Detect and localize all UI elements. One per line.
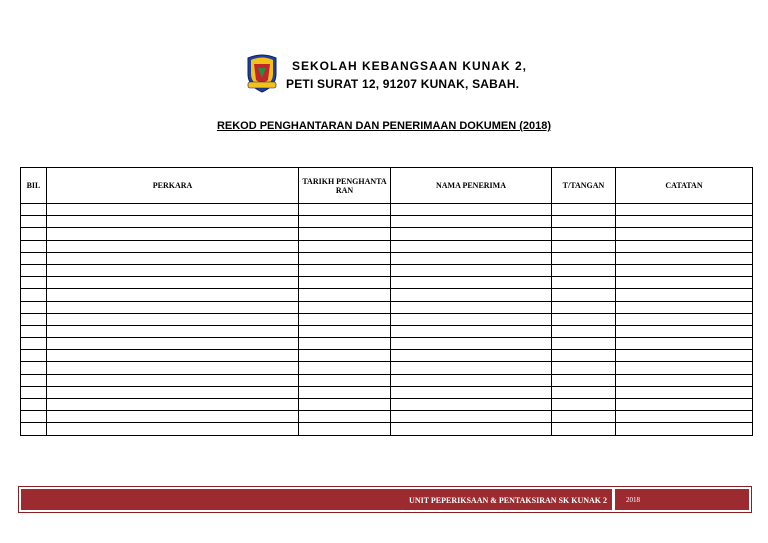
table-cell[interactable] xyxy=(21,362,47,374)
table-row xyxy=(21,264,753,276)
table-cell[interactable] xyxy=(47,386,299,398)
table-cell[interactable] xyxy=(299,350,391,362)
table-cell[interactable] xyxy=(47,411,299,423)
table-cell[interactable] xyxy=(391,411,552,423)
table-cell[interactable] xyxy=(616,399,753,411)
table-row xyxy=(21,338,753,350)
footer-divider xyxy=(612,489,615,510)
table-cell[interactable] xyxy=(552,350,616,362)
table-cell[interactable] xyxy=(552,411,616,423)
table-row xyxy=(21,350,753,362)
table-cell[interactable] xyxy=(47,325,299,337)
table-cell[interactable] xyxy=(391,338,552,350)
table-cell[interactable] xyxy=(299,362,391,374)
table-cell[interactable] xyxy=(616,411,753,423)
table-row xyxy=(21,289,753,301)
column-header-tarikh: TARIKH PENGHANTARAN xyxy=(299,168,391,204)
table-cell[interactable] xyxy=(21,240,47,252)
table-cell[interactable] xyxy=(616,374,753,386)
table-row xyxy=(21,301,753,313)
table-cell[interactable] xyxy=(616,240,753,252)
table-cell[interactable] xyxy=(552,362,616,374)
table-cell[interactable] xyxy=(391,313,552,325)
table-cell[interactable] xyxy=(47,252,299,264)
table-cell[interactable] xyxy=(299,252,391,264)
table-row xyxy=(21,228,753,240)
table-cell[interactable] xyxy=(47,338,299,350)
table-cell[interactable] xyxy=(552,313,616,325)
table-row xyxy=(21,399,753,411)
table-cell[interactable] xyxy=(391,228,552,240)
table-row xyxy=(21,216,753,228)
table-cell[interactable] xyxy=(552,423,616,435)
table-cell[interactable] xyxy=(21,277,47,289)
table-cell[interactable] xyxy=(299,325,391,337)
table-cell[interactable] xyxy=(552,386,616,398)
table-cell[interactable] xyxy=(552,338,616,350)
table-cell[interactable] xyxy=(299,301,391,313)
table-cell[interactable] xyxy=(21,264,47,276)
table-row xyxy=(21,204,753,216)
table-cell[interactable] xyxy=(552,374,616,386)
table-cell[interactable] xyxy=(299,277,391,289)
table-cell[interactable] xyxy=(299,289,391,301)
table-cell[interactable] xyxy=(47,399,299,411)
table-cell[interactable] xyxy=(616,277,753,289)
footer-year: 2018 xyxy=(626,496,640,504)
table-cell[interactable] xyxy=(552,264,616,276)
table-cell[interactable] xyxy=(21,325,47,337)
table-cell[interactable] xyxy=(299,204,391,216)
table-cell[interactable] xyxy=(391,423,552,435)
table-cell[interactable] xyxy=(299,216,391,228)
table-cell[interactable] xyxy=(616,228,753,240)
record-table xyxy=(20,167,753,436)
table-cell[interactable] xyxy=(47,350,299,362)
table-cell[interactable] xyxy=(47,216,299,228)
table-cell[interactable] xyxy=(299,399,391,411)
table-cell[interactable] xyxy=(616,289,753,301)
table-cell[interactable] xyxy=(391,240,552,252)
table-cell[interactable] xyxy=(391,362,552,374)
table-row xyxy=(21,313,753,325)
table-row xyxy=(21,423,753,435)
school-address: PETI SURAT 12, 91207 KUNAK, SABAH. xyxy=(286,77,520,91)
table-row xyxy=(21,325,753,337)
table-row xyxy=(21,411,753,423)
column-header-bil: BIL xyxy=(21,168,47,204)
table-cell[interactable] xyxy=(299,411,391,423)
table-cell[interactable] xyxy=(21,289,47,301)
table-cell[interactable] xyxy=(616,350,753,362)
table-cell[interactable] xyxy=(21,386,47,398)
table-cell[interactable] xyxy=(391,216,552,228)
table-cell[interactable] xyxy=(47,313,299,325)
table-cell[interactable] xyxy=(47,204,299,216)
table-cell[interactable] xyxy=(21,216,47,228)
table-cell[interactable] xyxy=(616,264,753,276)
table-cell[interactable] xyxy=(299,240,391,252)
column-header-catatan: CATATAN xyxy=(616,168,753,204)
table-cell[interactable] xyxy=(391,277,552,289)
table-row xyxy=(21,386,753,398)
table-cell[interactable] xyxy=(552,399,616,411)
table-row xyxy=(21,240,753,252)
table-cell[interactable] xyxy=(21,301,47,313)
table-cell[interactable] xyxy=(391,374,552,386)
table-cell[interactable] xyxy=(21,338,47,350)
table-cell[interactable] xyxy=(391,325,552,337)
table-row xyxy=(21,252,753,264)
table-cell[interactable] xyxy=(616,301,753,313)
table-cell[interactable] xyxy=(47,374,299,386)
table-cell[interactable] xyxy=(552,325,616,337)
column-header-perkara: PERKARA xyxy=(47,168,299,204)
table-cell[interactable] xyxy=(552,252,616,264)
column-header-nama-penerima: NAMA PENERIMA xyxy=(391,168,552,204)
table-cell[interactable] xyxy=(616,313,753,325)
table-cell[interactable] xyxy=(21,374,47,386)
table-cell[interactable] xyxy=(552,216,616,228)
table-cell[interactable] xyxy=(552,301,616,313)
table-cell[interactable] xyxy=(391,204,552,216)
footer-unit-label: UNIT PEPERIKSAAN & PENTAKSIRAN SK KUNAK 2 xyxy=(409,496,607,505)
table-cell[interactable] xyxy=(552,204,616,216)
table-cell[interactable] xyxy=(47,423,299,435)
table-cell[interactable] xyxy=(47,240,299,252)
school-header xyxy=(0,52,768,96)
table-cell[interactable] xyxy=(47,289,299,301)
table-cell[interactable] xyxy=(391,399,552,411)
table-cell[interactable] xyxy=(299,313,391,325)
table-cell[interactable] xyxy=(299,374,391,386)
table-cell[interactable] xyxy=(552,228,616,240)
table-cell[interactable] xyxy=(391,386,552,398)
table-header-row xyxy=(21,168,753,204)
table-cell[interactable] xyxy=(47,362,299,374)
table-cell[interactable] xyxy=(299,338,391,350)
table-cell[interactable] xyxy=(21,313,47,325)
table-row xyxy=(21,362,753,374)
school-crest-icon xyxy=(244,52,280,94)
table-cell[interactable] xyxy=(552,277,616,289)
table-cell[interactable] xyxy=(616,423,753,435)
table-cell[interactable] xyxy=(616,216,753,228)
table-cell[interactable] xyxy=(616,386,753,398)
table-cell[interactable] xyxy=(21,228,47,240)
table-cell[interactable] xyxy=(552,240,616,252)
table-cell[interactable] xyxy=(616,325,753,337)
table-cell[interactable] xyxy=(47,277,299,289)
table-cell[interactable] xyxy=(391,289,552,301)
footer-bar xyxy=(21,489,749,510)
table-cell[interactable] xyxy=(47,228,299,240)
table-row xyxy=(21,374,753,386)
table-cell[interactable] xyxy=(299,264,391,276)
table-cell[interactable] xyxy=(21,350,47,362)
table-cell[interactable] xyxy=(47,264,299,276)
table-cell[interactable] xyxy=(391,264,552,276)
table-cell[interactable] xyxy=(299,386,391,398)
table-cell[interactable] xyxy=(21,399,47,411)
table-cell[interactable] xyxy=(616,338,753,350)
table-row xyxy=(21,277,753,289)
footer xyxy=(18,486,752,513)
table-cell[interactable] xyxy=(552,289,616,301)
table-cell[interactable] xyxy=(391,301,552,313)
table-cell[interactable] xyxy=(47,301,299,313)
table-cell[interactable] xyxy=(616,362,753,374)
table-cell[interactable] xyxy=(21,252,47,264)
table-cell[interactable] xyxy=(21,204,47,216)
school-name: SEKOLAH KEBANGSAAN KUNAK 2, xyxy=(292,59,528,73)
table-cell[interactable] xyxy=(391,252,552,264)
table-cell[interactable] xyxy=(21,411,47,423)
table-cell[interactable] xyxy=(299,423,391,435)
table-cell[interactable] xyxy=(616,204,753,216)
table-cell[interactable] xyxy=(391,350,552,362)
table-cell[interactable] xyxy=(299,228,391,240)
document-title: REKOD PENGHANTARAN DAN PENERIMAAN DOKUMEN (2018) xyxy=(216,120,552,132)
table-cell[interactable] xyxy=(616,252,753,264)
table-cell[interactable] xyxy=(21,423,47,435)
column-header-tandatangan: T/TANGAN xyxy=(552,168,616,204)
